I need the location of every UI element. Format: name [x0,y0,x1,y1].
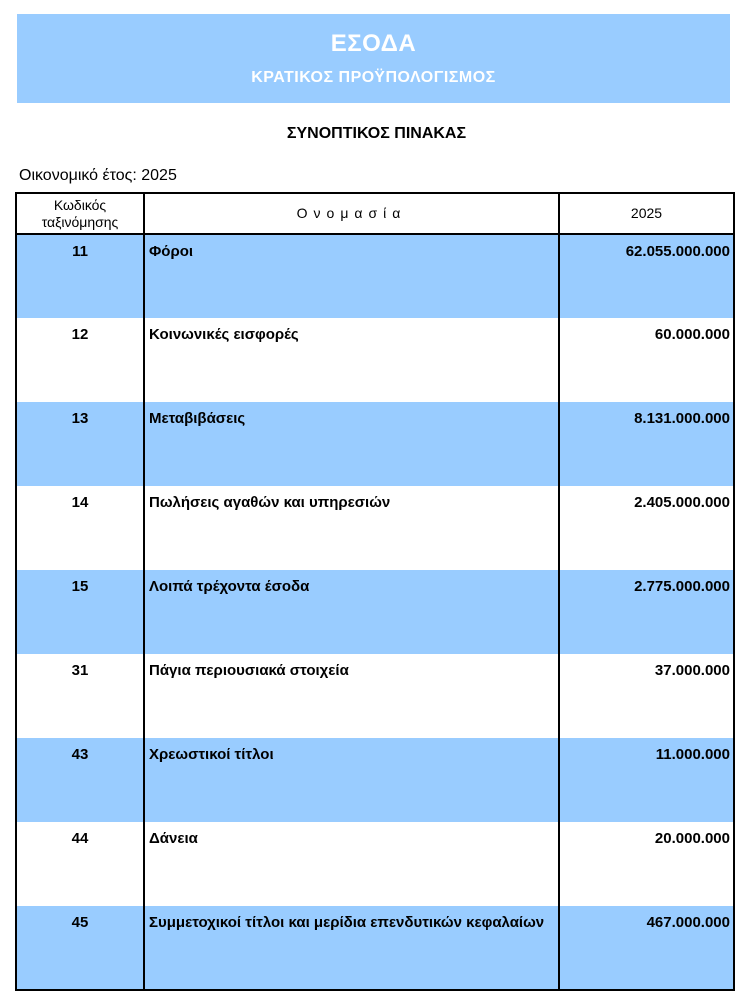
summary-table-header [16,193,734,234]
column-header-code: Κωδικός ταξινόμησης [16,193,144,234]
cell-code: 11 [16,234,144,318]
table-row [16,906,734,990]
table-row [16,738,734,822]
cell-value: 467.000.000 [559,906,734,990]
table-row [16,570,734,654]
cell-name: Κοινωνικές εισφορές [144,318,559,402]
cell-name: Συμμετοχικοί τίτλοι και μερίδια επενδυτικών κεφαλαίων [144,906,559,990]
cell-code: 45 [16,906,144,990]
cell-value: 2.405.000.000 [559,486,734,570]
cell-code: 31 [16,654,144,738]
cell-name: Φόροι [144,234,559,318]
cell-name: Πάγια περιουσιακά στοιχεία [144,654,559,738]
cell-code: 14 [16,486,144,570]
fiscal-year-label: Οικονομικό έτος: 2025 [19,167,177,184]
cell-name: Χρεωστικοί τίτλοι [144,738,559,822]
cell-value: 8.131.000.000 [559,402,734,486]
column-header-name: Ονομασία [144,193,559,234]
revenue-banner [17,14,730,103]
column-header-year: 2025 [559,193,734,234]
cell-code: 43 [16,738,144,822]
cell-name: Μεταβιβάσεις [144,402,559,486]
cell-value: 20.000.000 [559,822,734,906]
cell-value: 2.775.000.000 [559,570,734,654]
cell-name: Λοιπά τρέχοντα έσοδα [144,570,559,654]
table-row [16,822,734,906]
cell-code: 15 [16,570,144,654]
cell-value: 60.000.000 [559,318,734,402]
section-title: ΣΥΝΟΠΤΙΚΟΣ ΠΙΝΑΚΑΣ [286,125,467,142]
summary-table-body [16,234,734,990]
summary-table [15,192,735,991]
table-row [16,318,734,402]
cell-value: 62.055.000.000 [559,234,734,318]
cell-name: Δάνεια [144,822,559,906]
cell-code: 44 [16,822,144,906]
table-row [16,654,734,738]
cell-code: 12 [16,318,144,402]
cell-value: 37.000.000 [559,654,734,738]
table-row [16,402,734,486]
cell-name: Πωλήσεις αγαθών και υπηρεσιών [144,486,559,570]
table-row [16,234,734,318]
banner-title: ΕΣΟΔΑ [330,30,417,57]
cell-value: 11.000.000 [559,738,734,822]
cell-code: 13 [16,402,144,486]
banner-subtitle: ΚΡΑΤΙΚΟΣ ΠΡΟΫΠΟΛΟΓΙΣΜΟΣ [251,69,496,86]
table-row [16,486,734,570]
